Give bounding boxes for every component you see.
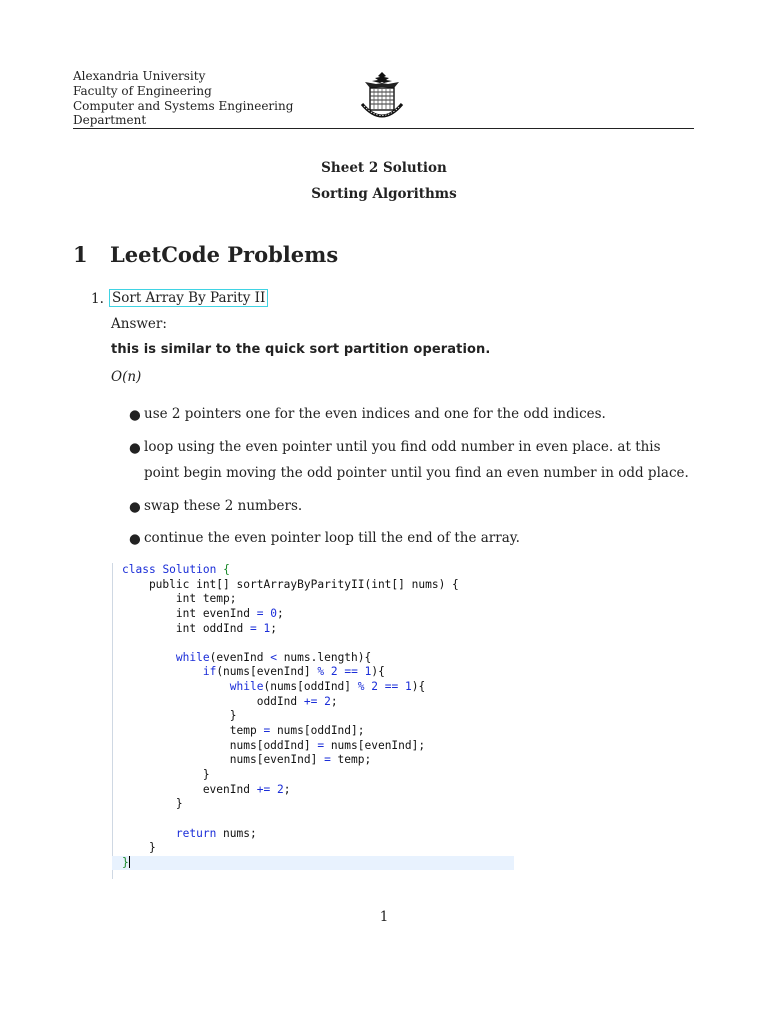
code-lines bbox=[112, 563, 514, 870]
bullet-marker: ● bbox=[129, 407, 141, 423]
sheet-title: Sheet 2 Solution bbox=[321, 160, 447, 176]
code-line bbox=[112, 812, 514, 827]
section-heading bbox=[73, 242, 338, 267]
section-number: 1 bbox=[73, 242, 88, 267]
problem-link[interactable]: Sort Array By Parity II bbox=[109, 289, 268, 307]
university-logo bbox=[356, 70, 408, 126]
page-number: 1 bbox=[379, 909, 389, 925]
code-line: } bbox=[112, 856, 514, 871]
bullet-item: swap these 2 numbers. bbox=[144, 498, 303, 514]
header-affiliation bbox=[73, 69, 313, 129]
code-line: if(nums[evenInd] % 2 == 1){ bbox=[202, 665, 385, 679]
code-line: } bbox=[122, 841, 156, 855]
bullet-marker: ● bbox=[129, 440, 141, 456]
code-line: while(nums[oddInd] % 2 == 1){ bbox=[229, 680, 426, 694]
bullet-marker: ● bbox=[129, 531, 141, 547]
code-line: } bbox=[122, 709, 237, 723]
bullet-marker: ● bbox=[129, 499, 141, 515]
header-faculty: Faculty of Engineering bbox=[73, 84, 212, 98]
code-line: } bbox=[122, 767, 210, 781]
code-line: return nums; bbox=[175, 826, 257, 840]
code-line: nums[evenInd] = temp; bbox=[122, 753, 372, 767]
header-department-2: Department bbox=[73, 113, 147, 127]
code-line: temp = nums[oddInd]; bbox=[122, 724, 365, 738]
bullet-item: loop using the even pointer until you find odd number in even place. at this point begin moving the odd pointer until you find an even number in odd place. bbox=[144, 439, 689, 481]
code-line: oddInd += 2; bbox=[122, 694, 338, 708]
answer-summary: this is similar to the quick sort partition operation. bbox=[111, 342, 491, 357]
bullet-item: continue the even pointer loop till the end of the array. bbox=[144, 530, 520, 546]
code-line: int evenInd = 0; bbox=[122, 606, 284, 620]
sheet-subtitle: Sorting Algorithms bbox=[311, 186, 457, 202]
header-department-1: Computer and Systems Engineering bbox=[73, 99, 294, 113]
code-line: int oddInd = 1; bbox=[122, 621, 277, 635]
code-line: nums[oddInd] = nums[evenInd]; bbox=[122, 738, 426, 752]
answer-label: Answer: bbox=[111, 316, 167, 332]
bullet-item: use 2 pointers one for the even indices and one for the odd indices. bbox=[144, 406, 606, 422]
code-line: while(evenInd < nums.length){ bbox=[175, 650, 372, 664]
code-line: evenInd += 2; bbox=[122, 782, 291, 796]
section-title: LeetCode Problems bbox=[110, 242, 339, 267]
complexity: O(n) bbox=[111, 369, 142, 385]
code-line: public int[] sortArrayByParityII(int[] nums) { bbox=[122, 577, 459, 591]
code-snippet bbox=[112, 563, 514, 879]
code-line: } bbox=[122, 797, 183, 811]
header-rule bbox=[73, 128, 694, 129]
problem-number: 1. bbox=[91, 291, 104, 307]
code-line bbox=[112, 636, 514, 651]
header-university: Alexandria University bbox=[73, 69, 206, 83]
code-line: int temp; bbox=[122, 592, 237, 606]
code-line: class Solution { bbox=[122, 563, 230, 576]
